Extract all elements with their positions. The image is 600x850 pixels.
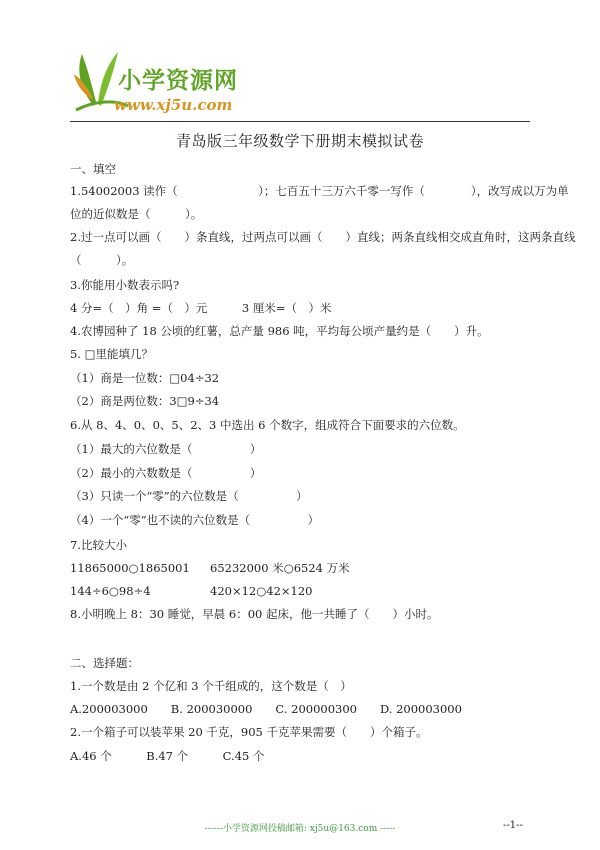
choice-2-options: A.46 个 B.47 个 C.45 个	[70, 749, 265, 763]
choice-2: 2.一个箱子可以装苹果 20 千克，905 千克苹果需要（ ）个箱子。	[70, 725, 428, 739]
question-1-cont: 位的近似数是（ ）。	[70, 207, 203, 221]
choice-1-options: A.200003000 B. 200030000 C. 200000300 D. 200003000	[70, 702, 462, 716]
section-heading-2: 二、选择题：	[70, 656, 139, 670]
footer-email: ------小学资源网投稿邮箱: xj5u@163.com -----	[204, 824, 396, 834]
question-5-2: （2）商是两位数：3□9÷34	[70, 394, 220, 408]
question-3-row: 4 分=（ ）角 =（ ）元 3 厘米=（ ）米	[70, 301, 332, 315]
compare-2a: 144÷6○98÷4	[70, 584, 151, 598]
question-3: 3.你能用小数表示吗?	[70, 278, 180, 292]
question-6: 6.从 8、4、0、0、5、2、3 中选出 6 个数字，组成符合下面要求的六位数。	[70, 418, 465, 432]
question-6-3: （3）只读一个“零”的六位数是（ ）	[70, 489, 308, 503]
question-6-4: （4）一个“零”也不读的六位数是（ ）	[70, 513, 320, 527]
question-7: 7.比较大小	[70, 538, 127, 552]
compare-1a: 11865000○1865001	[70, 561, 190, 575]
question-6-2: （2）最小的六数数是（ ）	[70, 466, 262, 480]
section-heading: 一、填空	[70, 162, 116, 176]
choice-1: 1.一个数是由 2 个亿和 3 个千组成的，这个数是（ ）	[70, 679, 352, 693]
question-2: 2.过一点可以画（ ）条直线，过两点可以画（ ）直线；两条直线相交成直角时，这两条直线	[70, 230, 576, 244]
compare-1b: 65232000 米○6524 万米	[210, 561, 350, 575]
question-1: 1.54002003 读作（ ）；七百五十三万六千零一写作（ ），改写成以万为单	[70, 184, 569, 198]
page-title: 青岛版三年级数学下册期末模拟试卷	[175, 132, 424, 150]
question-4: 4.农博园种了 18 公顷的红薯，总产量 986 吨，平均每公顷产量约是（ ）升。	[70, 324, 489, 338]
compare-2b: 420×12○42×120	[210, 584, 313, 598]
question-2-cont: （ ）。	[70, 253, 134, 267]
question-5-1: （1）商是一位数：□04÷32	[70, 371, 220, 385]
site-logo	[70, 40, 270, 120]
header-rule	[70, 121, 530, 122]
question-5: 5. □里能填几？	[70, 347, 153, 361]
question-6-1: （1）最大的六位数是（ ）	[70, 442, 262, 456]
question-8: 8.小明晚上 8：30 睡觉，早晨 6：00 起床，他一共睡了（ ）小时。	[70, 607, 439, 621]
logo-text: 小学资源网	[118, 68, 238, 94]
page-number: --1--	[503, 820, 523, 831]
logo-url[interactable]: www.xj5u.com	[114, 96, 233, 114]
